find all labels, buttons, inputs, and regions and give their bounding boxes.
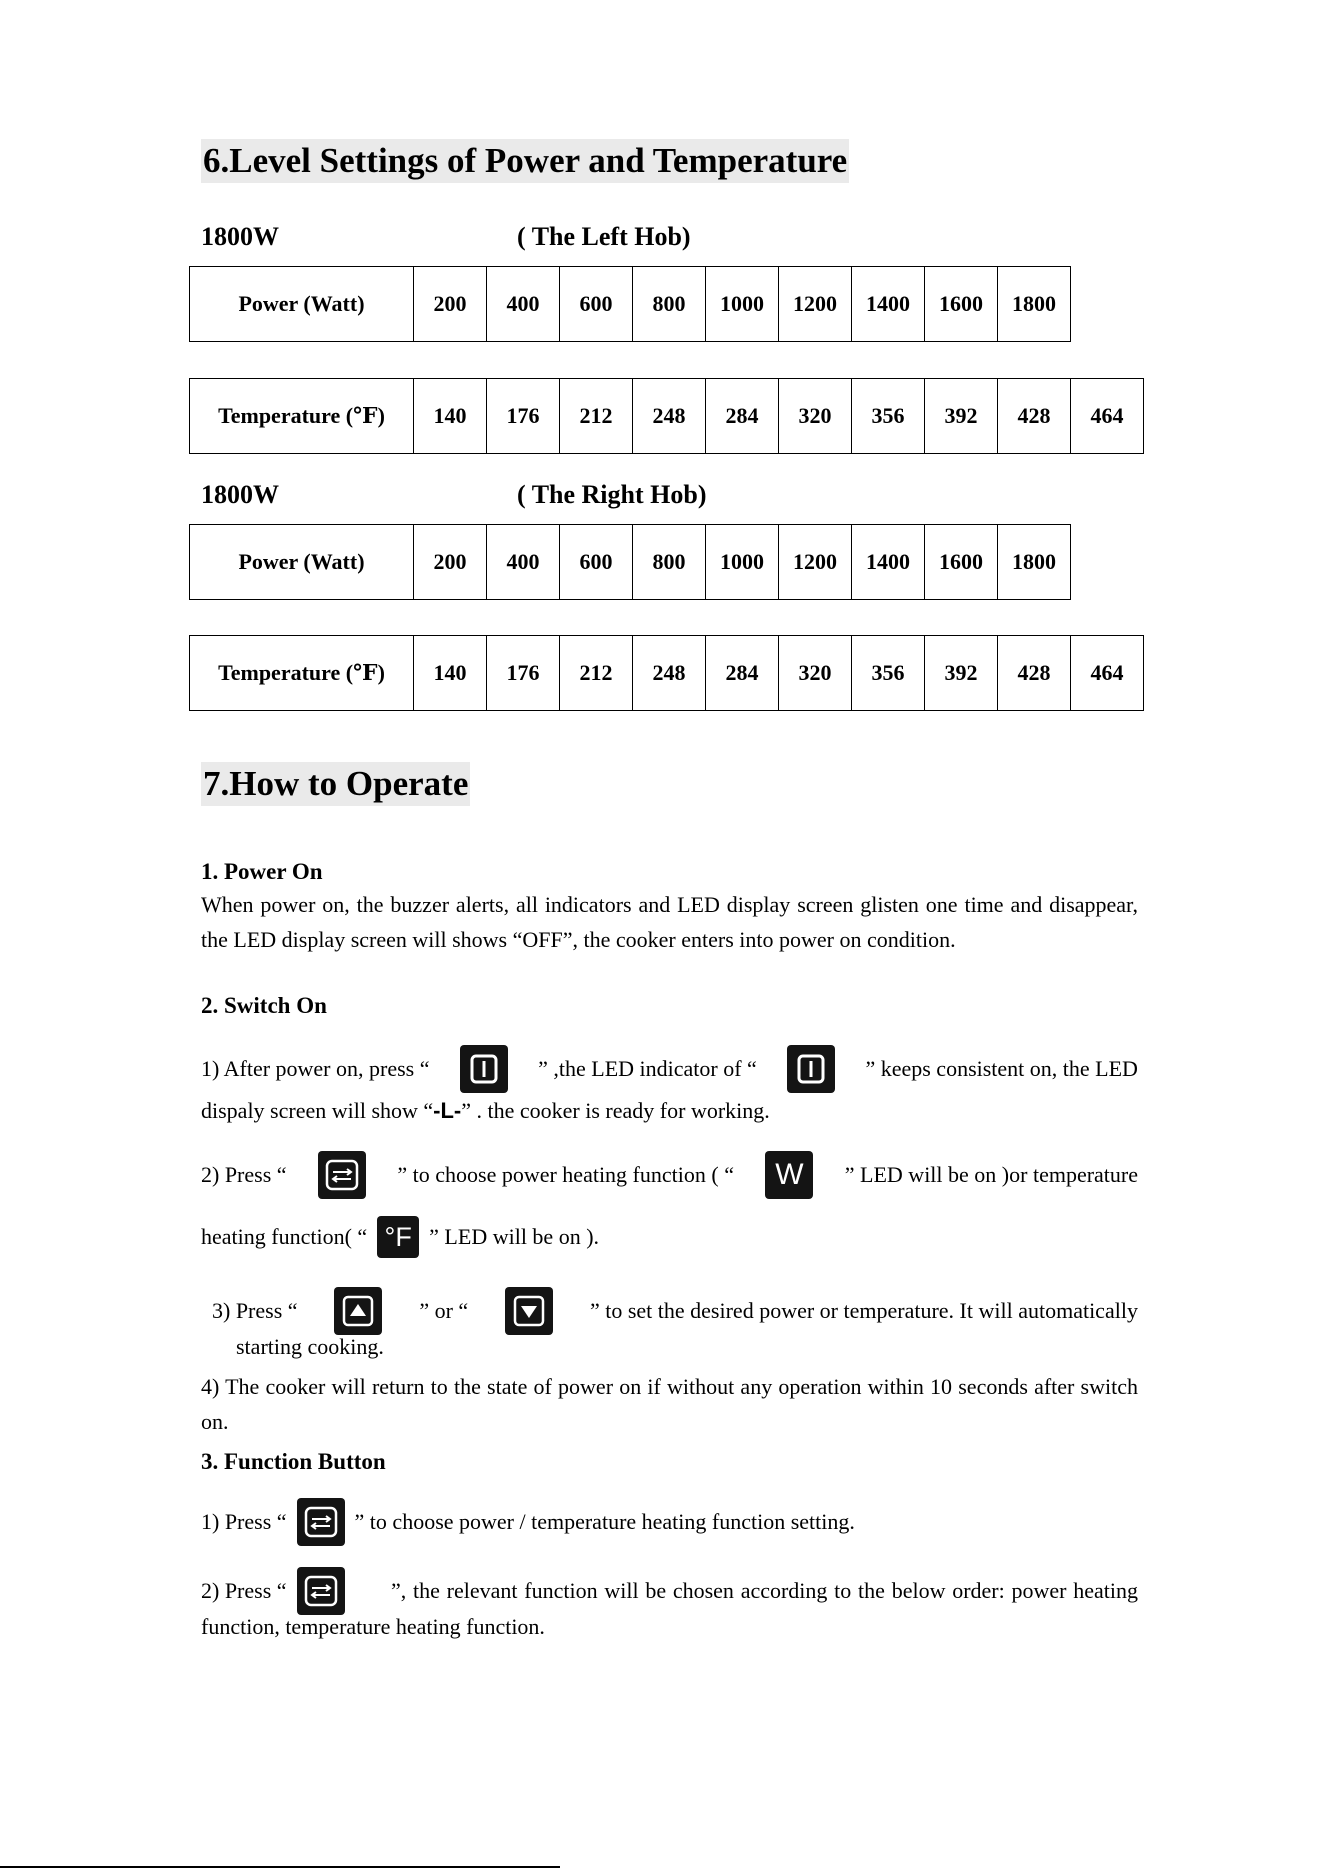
step-text: ” ,the LED indicator of “ bbox=[538, 1056, 757, 1081]
watt-icon: W bbox=[765, 1151, 813, 1199]
power-row-label: Power (Watt) bbox=[190, 525, 414, 600]
section-6-title: 6.Level Settings of Power and Temperature bbox=[201, 139, 849, 183]
function-button-step-2 bbox=[201, 1563, 1138, 1639]
table-cell: 212 bbox=[560, 636, 633, 711]
table-cell: 1600 bbox=[925, 525, 998, 600]
table-row bbox=[190, 525, 1071, 600]
step-text: dispaly screen will show “ bbox=[201, 1098, 434, 1123]
table-cell: 356 bbox=[852, 636, 925, 711]
table-cell: 176 bbox=[487, 636, 560, 711]
step-text: ” keeps consistent on, the LED bbox=[865, 1056, 1138, 1081]
step-text: ” LED will be on ). bbox=[429, 1224, 600, 1249]
table-cell: 1000 bbox=[706, 525, 779, 600]
table-cell: 428 bbox=[998, 636, 1071, 711]
table-cell: 464 bbox=[1071, 636, 1144, 711]
table-cell: 1200 bbox=[779, 267, 852, 342]
table-cell: 284 bbox=[706, 379, 779, 454]
footer-divider bbox=[0, 1866, 560, 1868]
right-hob-name: ( The Right Hob) bbox=[517, 480, 707, 509]
table-cell: 140 bbox=[414, 636, 487, 711]
table-cell: 200 bbox=[414, 267, 487, 342]
switch-on-step-4: 4) The cooker will return to the state of power on if without any operation within 10 seconds after switch on. bbox=[201, 1374, 1138, 1434]
step-text: 3) Press “ bbox=[212, 1298, 298, 1323]
switch-on-step-3-cont: starting cooking. bbox=[236, 1334, 384, 1359]
table-row bbox=[190, 267, 1071, 342]
step-text: ” to choose power heating function ( “ bbox=[397, 1162, 734, 1187]
table-cell: 248 bbox=[633, 379, 706, 454]
right-hob-temperature-table bbox=[189, 635, 1144, 711]
switch-on-step-2 bbox=[201, 1148, 1138, 1202]
up-arrow-icon bbox=[334, 1287, 382, 1335]
table-cell: 1600 bbox=[925, 267, 998, 342]
right-hob-power-table bbox=[189, 524, 1071, 600]
table-cell: 320 bbox=[779, 636, 852, 711]
switch-on-step-3 bbox=[212, 1284, 1138, 1338]
table-row bbox=[190, 379, 1144, 454]
table-cell: 320 bbox=[779, 379, 852, 454]
table-cell: 400 bbox=[487, 267, 560, 342]
table-cell: 1800 bbox=[998, 267, 1071, 342]
step-text: ” to choose power / temperature heating function setting. bbox=[354, 1509, 855, 1534]
step-text: ” or “ bbox=[419, 1298, 469, 1323]
left-hob-power-table bbox=[189, 266, 1071, 342]
step-text: ” . the cooker is ready for working. bbox=[461, 1098, 770, 1123]
power-on-text: When power on, the buzzer alerts, all indicators and LED display screen glisten one time and disappear, the LED display screen will shows “OFF”, the cooker enters into power on condition. bbox=[201, 892, 1138, 952]
table-cell: 464 bbox=[1071, 379, 1144, 454]
lcd-display-text: -L- bbox=[433, 1098, 462, 1123]
step-text: 2) Press “ bbox=[201, 1578, 287, 1603]
step-text: ” to set the desired power or temperature. It will automatically bbox=[589, 1298, 1138, 1323]
step-text: 1) After power on, press “ bbox=[201, 1056, 430, 1081]
power-icon bbox=[787, 1045, 835, 1093]
step-text: ”, the relevant function will be chosen according to the below order: power heating function, temperature heating function. bbox=[201, 1578, 1138, 1639]
table-cell: 800 bbox=[633, 525, 706, 600]
table-cell: 1400 bbox=[852, 525, 925, 600]
right-hob-power-label: 1800W bbox=[201, 480, 279, 509]
step-text: 1) Press “ bbox=[201, 1509, 287, 1534]
left-hob-power-label: 1800W bbox=[201, 222, 279, 251]
step-text: 2) Press “ bbox=[201, 1162, 287, 1187]
function-switch-icon bbox=[318, 1151, 366, 1199]
table-cell: 400 bbox=[487, 525, 560, 600]
table-cell: 800 bbox=[633, 267, 706, 342]
step-text: ” LED will be on )or temperature bbox=[844, 1162, 1138, 1187]
step-text: heating function( “ bbox=[201, 1224, 368, 1249]
power-icon bbox=[460, 1045, 508, 1093]
temperature-row-label: Temperature (℉) bbox=[190, 636, 414, 711]
table-cell: 212 bbox=[560, 379, 633, 454]
table-cell: 284 bbox=[706, 636, 779, 711]
temperature-row-label: Temperature (℉) bbox=[190, 379, 414, 454]
left-hob-name: ( The Left Hob) bbox=[517, 222, 691, 251]
switch-on-step-1-cont bbox=[201, 1094, 1138, 1128]
switch-on-step-2-cont bbox=[201, 1212, 1138, 1262]
table-cell: 140 bbox=[414, 379, 487, 454]
table-cell: 428 bbox=[998, 379, 1071, 454]
table-cell: 600 bbox=[560, 267, 633, 342]
section-7-title: 7.How to Operate bbox=[201, 762, 470, 806]
table-cell: 248 bbox=[633, 636, 706, 711]
table-cell: 200 bbox=[414, 525, 487, 600]
left-hob-temperature-table bbox=[189, 378, 1144, 454]
function-button-step-1 bbox=[201, 1494, 1138, 1550]
down-arrow-icon bbox=[505, 1287, 553, 1335]
fahrenheit-icon: °F bbox=[377, 1216, 419, 1258]
table-cell: 1200 bbox=[779, 525, 852, 600]
table-cell: 600 bbox=[560, 525, 633, 600]
table-cell: 392 bbox=[925, 636, 998, 711]
function-switch-icon bbox=[297, 1498, 345, 1546]
switch-on-heading: 2. Switch On bbox=[201, 993, 327, 1018]
table-cell: 1000 bbox=[706, 267, 779, 342]
table-cell: 1400 bbox=[852, 267, 925, 342]
function-button-heading: 3. Function Button bbox=[201, 1449, 386, 1474]
table-row bbox=[190, 636, 1144, 711]
switch-on-step-1 bbox=[201, 1042, 1138, 1096]
table-cell: 1800 bbox=[998, 525, 1071, 600]
table-cell: 392 bbox=[925, 379, 998, 454]
table-cell: 176 bbox=[487, 379, 560, 454]
table-cell: 356 bbox=[852, 379, 925, 454]
power-row-label: Power (Watt) bbox=[190, 267, 414, 342]
power-on-heading: 1. Power On bbox=[201, 859, 323, 884]
